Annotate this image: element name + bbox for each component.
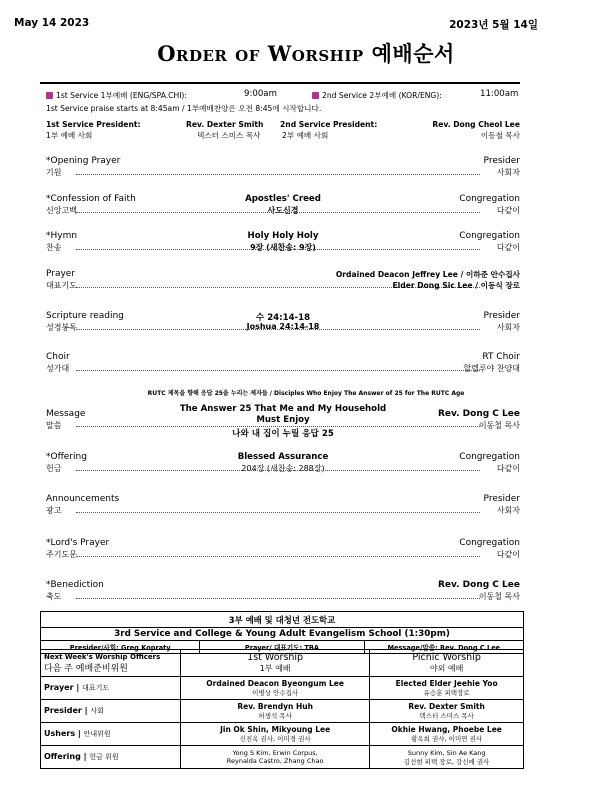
item-choir: Choir 성가대 RT Choir 할렐루야 찬양대 xyxy=(46,352,520,373)
first-president-label: 1st Service President: xyxy=(46,120,141,129)
item-lords-prayer: *Lord's Prayer 주기도문 Congregation 다같이 xyxy=(46,538,520,559)
title-korean: 예배순서 xyxy=(371,42,455,66)
item-hymn: *Hymn 찬송 Holy Holy Holy 9장 (새찬송: 9장) Congregation 다같이 xyxy=(46,231,520,252)
item-prayer: Prayer 대표기도 Ordained Deacon Jeffrey Lee / 이하준 안수집사 Elder Dong Sic Lee / 이동식 장로 xyxy=(46,269,520,290)
first-president-name: Rev. Dexter Smith xyxy=(186,120,264,129)
first-service-time: 9:00am xyxy=(244,89,277,99)
third-service-table xyxy=(40,611,524,654)
first-service-icon xyxy=(46,92,53,99)
item-message: Message 말씀 The Answer 25 That Me and My Household Must Enjoy 나와 내 집이 누릴 응답 25 Rev. Dong C Lee 이동철 목사 xyxy=(46,404,520,439)
second-service-time: 11:00am xyxy=(480,89,519,99)
page-title xyxy=(0,38,612,68)
first-service-label: 1st Service 1부예배 (ENG/SPA.CHI): xyxy=(46,90,187,101)
message-title-1: The Answer 25 That Me and My Household xyxy=(179,404,387,414)
second-president-label: 2nd Service President: xyxy=(280,120,378,129)
item-confession-of-faith: *Confession of Faith 신앙고백 Apostles' Creed 사도신경 Congregation 다같이 xyxy=(46,194,520,215)
top-divider xyxy=(40,82,520,84)
second-service-label: 2nd Service 2부예배 (KOR/ENG): xyxy=(312,90,442,101)
officers-header: Next Week's Worship Officers 다음 주 예배준비위원 xyxy=(41,650,181,677)
third-service-prayer: Prayer/ 대표기도: TBA xyxy=(200,641,364,654)
praise-note: 1st Service praise starts at 8:45am / 1부예배찬양은 오전 8:45에 시작합니다. xyxy=(46,104,322,113)
officers-row-offering: Offering | 헌금 위원 Yong S Kim, Erwin Corpus, Reynalda Castro, Zhang Chao Sunny Kim, Sin Ae Kang 김선현 피택 장로, 강신애 권사 xyxy=(41,746,524,769)
first-president-name-ko: 덱스터 스미스 목사 xyxy=(197,131,261,140)
item-announcements: Announcements 광고 Presider 사회자 xyxy=(46,494,520,515)
item-opening-prayer: *Opening Prayer 기원 Presider 사회자 xyxy=(46,156,520,177)
message-title-2: Must Enjoy xyxy=(256,415,310,425)
officers-col-1: 1st Worship 1부 예배 xyxy=(181,650,370,677)
officers-row-presider: Presider | 사회 Rev. Brendyn Huh 허생석 목사 Rev. Dexter Smith 덱스터 스미스 목사 xyxy=(41,700,524,723)
date-korean: 2023년 5월 14일 xyxy=(449,19,538,31)
officers-row-prayer: Prayer | 대표기도 Ordained Deacon Byeongum Lee 이병상 안수집사 Elected Elder Jeehie Yoo 유승훈 피택장로 xyxy=(41,677,524,700)
second-service-icon xyxy=(312,92,319,99)
second-president-label-ko: 2부 예배 사회 xyxy=(282,131,329,140)
second-president-name: Rev. Dong Cheol Lee xyxy=(432,120,520,129)
officers-table xyxy=(40,649,524,769)
officers-row-ushers: Ushers | 안내위원 Jin Ok Shin, Mikyoung Lee 신진옥 권사, 이미경 권사 Okhie Hwang, Phoebe Lee 황옥희 권사, 이미연 권사 xyxy=(41,723,524,746)
title-english: Order of Worship xyxy=(157,41,364,66)
first-president-label-ko: 1부 예배 사회 xyxy=(46,131,93,140)
item-scripture-reading: Scripture reading 성경봉독 수 24:14-18 Joshua 24:14-18 Presider 사회자 xyxy=(46,311,520,332)
officers-col-2: Picnic Worship 야외 예배 xyxy=(370,650,524,677)
item-offering: *Offering 헌금 Blessed Assurance 204장 (새찬송: 288장) Congregation 다같이 xyxy=(46,452,520,473)
third-service-message: Message/말씀: Rev. Dong C Lee xyxy=(364,641,523,654)
date-english: May 14 2023 xyxy=(14,17,90,29)
second-president-name-ko: 이동철 목사 xyxy=(480,131,520,140)
third-service-title-ko: 3부 예배 및 대청년 전도학교 xyxy=(41,612,524,628)
message-title-ko: 나와 내 집이 누릴 응답 25 xyxy=(232,429,334,439)
item-benediction: *Benediction 축도 Rev. Dong C Lee 이동철 목사 xyxy=(46,580,520,601)
third-service-title-en: 3rd Service and College & Young Adult Evangelism School (1:30pm) xyxy=(41,628,524,641)
rutc-note: RUTC 제목을 향해 응답 25을 누리는 제자들 / Disciples Who Enjoy The Answer of 25 for The RUTC Age xyxy=(147,390,465,397)
third-service-presider: Presider/사회: Greg Kopraty xyxy=(41,641,200,654)
